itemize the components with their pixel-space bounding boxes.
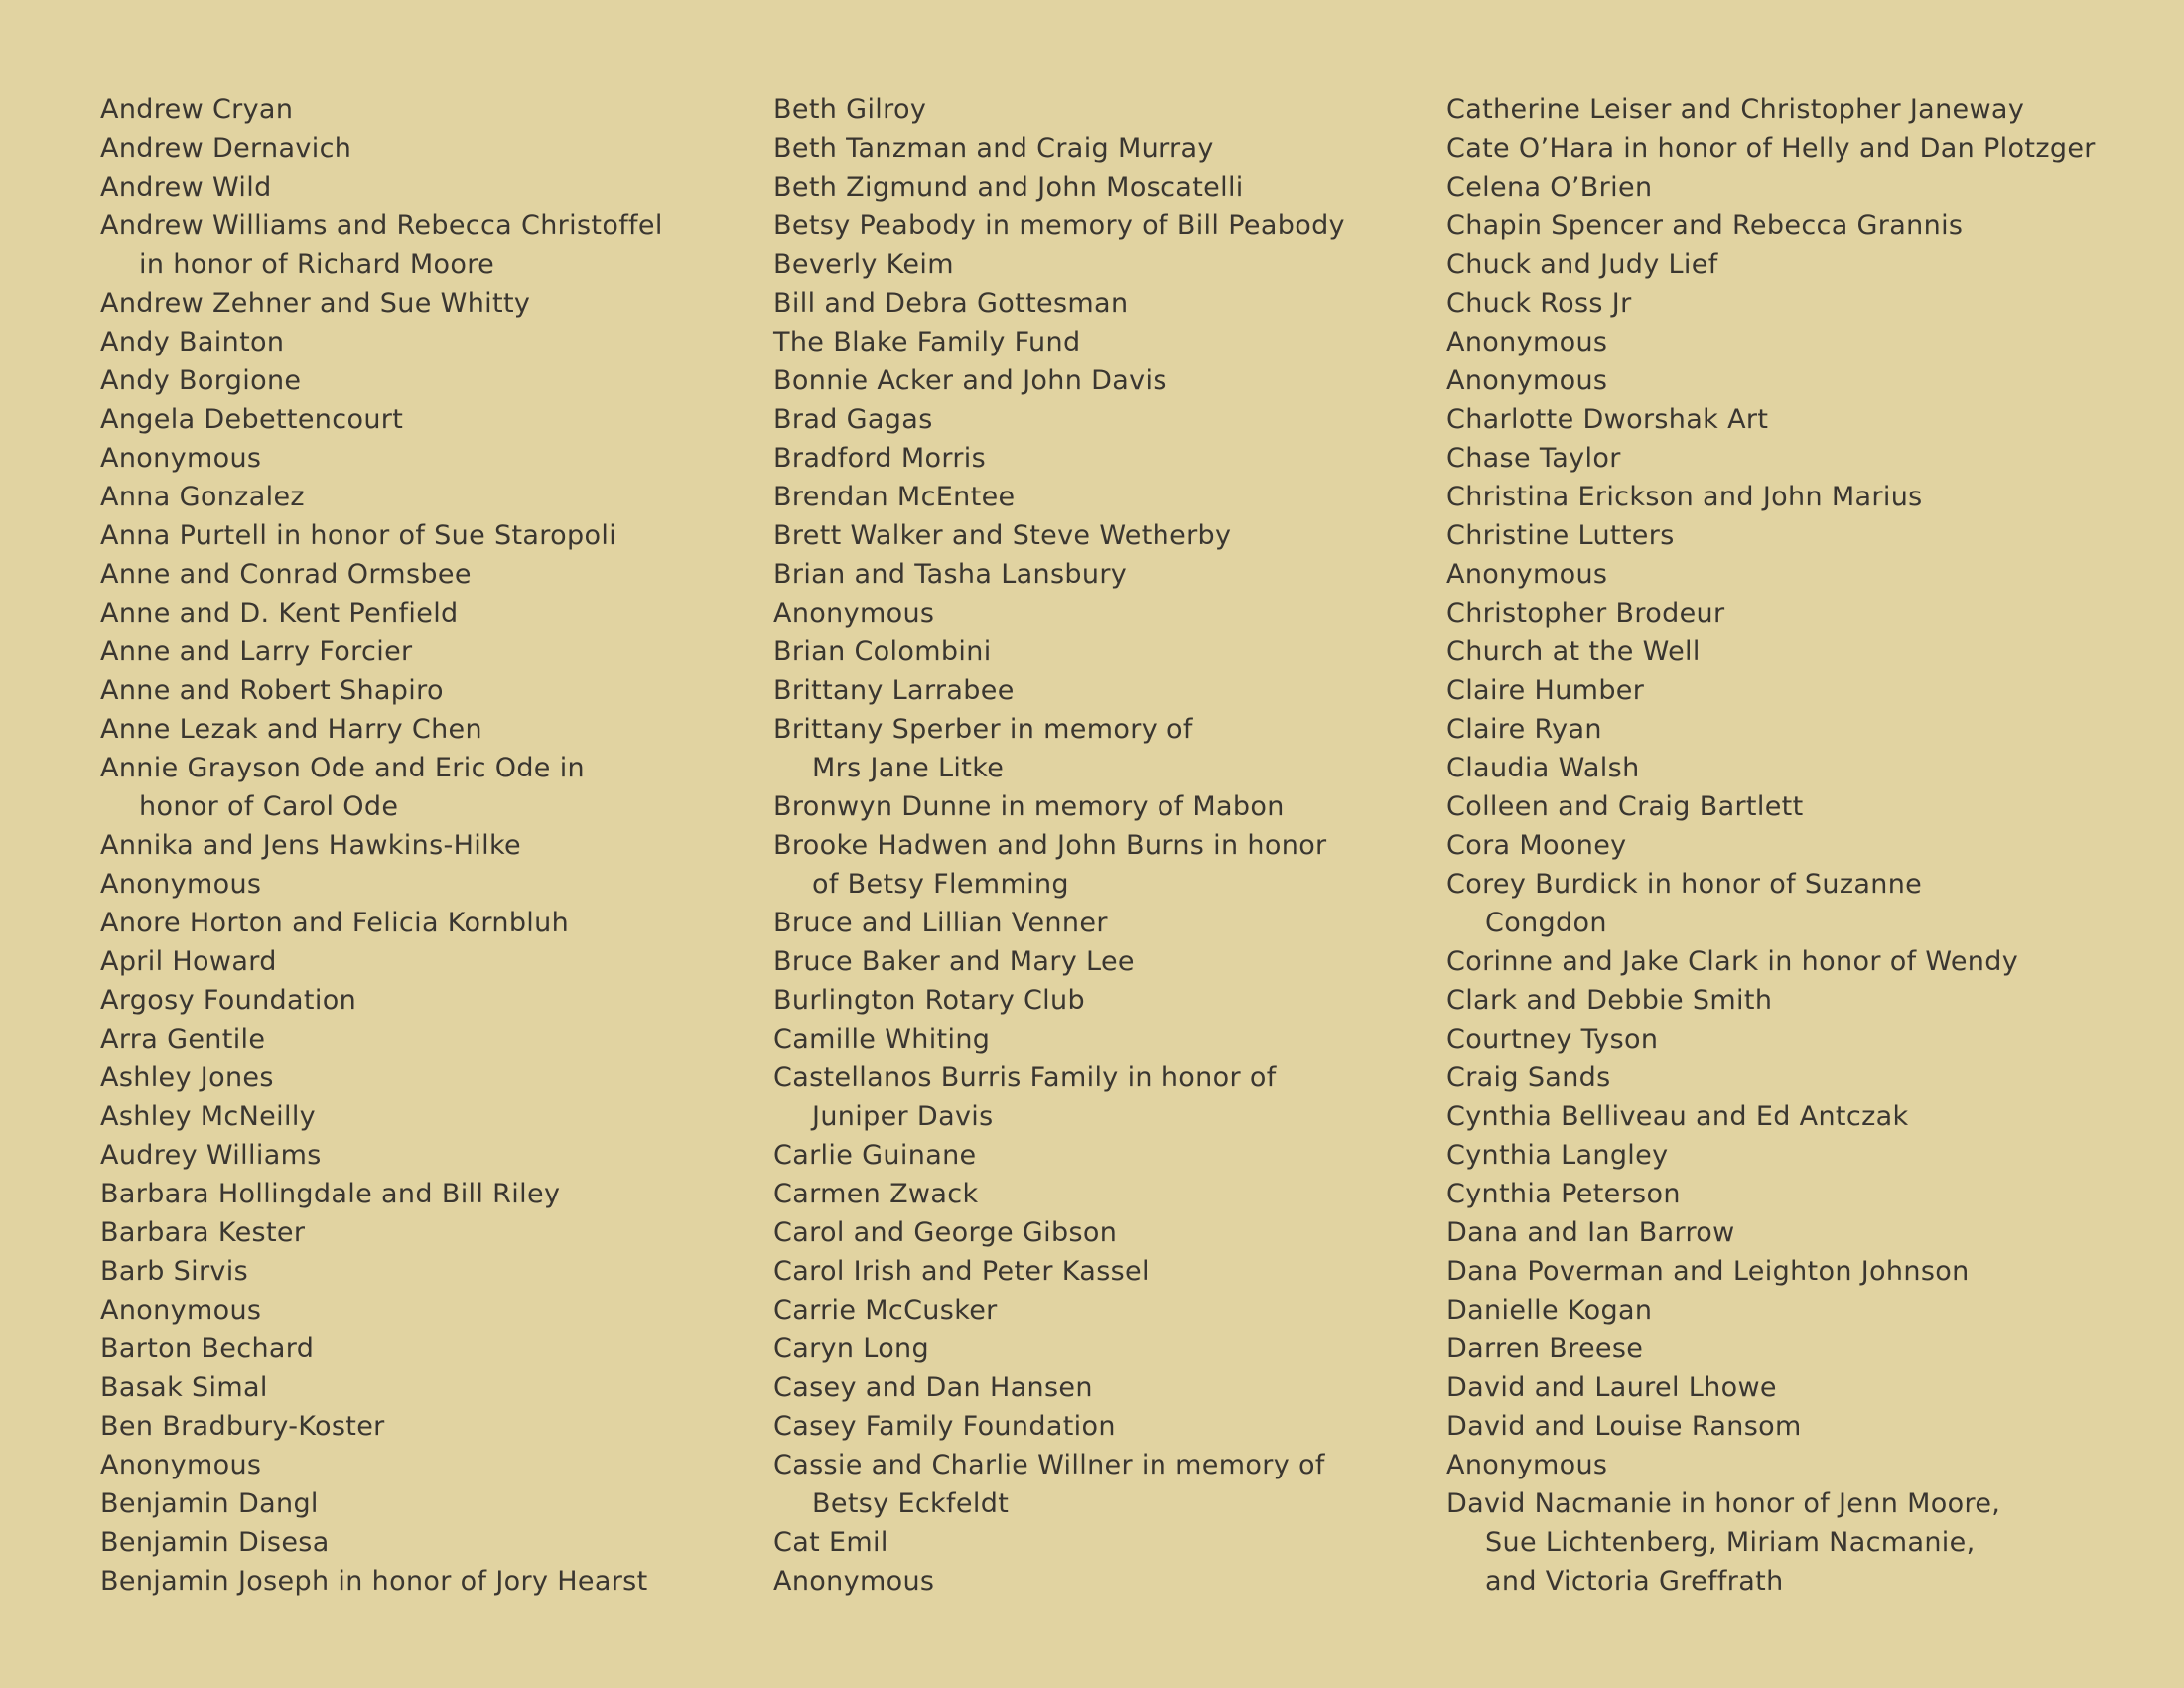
donor-name: Christina Erickson and John Marius (1446, 482, 1923, 512)
donor-name: Cat Emil (773, 1527, 888, 1558)
donor-name: The Blake Family Fund (773, 327, 1081, 357)
donor-name-continuation: Congdon (1485, 908, 1607, 938)
donor-entry (100, 1252, 736, 1291)
donor-name-continuation: Juniper Davis (812, 1101, 994, 1132)
donor-name-continuation: Betsy Eckfeldt (812, 1488, 1010, 1519)
donor-name: Barbara Hollingdale and Bill Riley (100, 1179, 561, 1209)
donor-name: Anonymous (100, 443, 262, 474)
donor-entry (100, 1213, 736, 1252)
donor-entry (100, 671, 736, 710)
donor-entry (1446, 633, 2141, 671)
donor-entry (100, 284, 736, 323)
donor-name: Brian and Tasha Lansbury (773, 559, 1128, 590)
donor-entry (773, 207, 1409, 245)
donor-entry (100, 168, 736, 207)
donor-entry (773, 1291, 1409, 1330)
donor-name: Benjamin Disesa (100, 1527, 330, 1558)
donor-name: Audrey Williams (100, 1140, 322, 1171)
donor-entry (773, 1058, 1409, 1136)
donor-name: Andrew Wild (100, 172, 272, 203)
donor-name: Carmen Zwack (773, 1179, 979, 1209)
donor-entry (773, 555, 1409, 594)
donor-entry (1446, 1484, 2141, 1601)
donor-entry (773, 361, 1409, 400)
donor-entry (100, 129, 736, 168)
donor-entry (773, 323, 1409, 361)
donor-entry (100, 1484, 736, 1523)
donor-entry (100, 400, 736, 439)
donor-entry (1446, 284, 2141, 323)
donor-name: Anonymous (1446, 559, 1608, 590)
donor-entry (100, 1562, 736, 1601)
donor-entry (100, 1020, 736, 1058)
donor-name: Anore Horton and Felicia Kornbluh (100, 908, 570, 938)
donor-entry (773, 594, 1409, 633)
donor-entry (773, 1252, 1409, 1291)
donor-name: Casey Family Foundation (773, 1411, 1116, 1442)
donor-entry (1446, 1097, 2141, 1136)
donor-entry (773, 168, 1409, 207)
donor-name: Casey and Dan Hansen (773, 1372, 1093, 1403)
donor-name: Brittany Sperber in memory of (773, 714, 1193, 745)
donor-name: Brooke Hadwen and John Burns in honor (773, 830, 1327, 861)
donor-name-continuation: and Victoria Greffrath (1485, 1566, 1784, 1597)
donor-name: Anne and Robert Shapiro (100, 675, 444, 706)
donor-name: Claire Humber (1446, 675, 1645, 706)
donor-name: Barton Bechard (100, 1334, 315, 1364)
donor-name: Bruce Baker and Mary Lee (773, 946, 1135, 977)
donor-column-1 (100, 90, 736, 1601)
donor-entry (100, 1407, 736, 1446)
donor-entry (100, 594, 736, 633)
donor-name: Anne and D. Kent Penfield (100, 598, 459, 629)
donor-entry (100, 749, 736, 826)
donor-entry (1446, 1446, 2141, 1484)
donor-entry (100, 361, 736, 400)
donor-entry (1446, 1175, 2141, 1213)
donor-entry (100, 1136, 736, 1175)
donor-name: Chapin Spencer and Rebecca Grannis (1446, 211, 1964, 241)
donor-name: Arra Gentile (100, 1024, 266, 1055)
donor-entry (773, 1213, 1409, 1252)
donor-name: Cynthia Belliveau and Ed Antczak (1446, 1101, 1909, 1132)
donor-entry (100, 981, 736, 1020)
donor-name: Chase Taylor (1446, 443, 1621, 474)
donor-name: Bradford Morris (773, 443, 987, 474)
donor-name: Brendan McEntee (773, 482, 1016, 512)
donor-name: Carol and George Gibson (773, 1217, 1118, 1248)
donor-entry (100, 516, 736, 555)
donor-name: Angela Debettencourt (100, 404, 404, 435)
donor-entry (773, 245, 1409, 284)
donor-entry (1446, 787, 2141, 826)
donor-name: Catherine Leiser and Christopher Janeway (1446, 94, 2025, 125)
donor-name: Anonymous (773, 1566, 935, 1597)
donor-entry (773, 787, 1409, 826)
donor-column-2 (773, 90, 1409, 1601)
donor-entry (100, 1058, 736, 1097)
donor-name: Danielle Kogan (1446, 1295, 1653, 1326)
donor-entry (100, 90, 736, 129)
donor-name: Andrew Zehner and Sue Whitty (100, 288, 531, 319)
donor-name: Claire Ryan (1446, 714, 1602, 745)
donor-entry (1446, 1291, 2141, 1330)
donor-name: Anna Purtell in honor of Sue Staropoli (100, 520, 617, 551)
donor-entry (773, 1446, 1409, 1523)
donor-name: Colleen and Craig Bartlett (1446, 791, 1804, 822)
donor-name: Church at the Well (1446, 636, 1701, 667)
donor-entry (100, 1291, 736, 1330)
donor-name: Chuck Ross Jr (1446, 288, 1632, 319)
donor-entry (1446, 1368, 2141, 1407)
donor-entry (1446, 981, 2141, 1020)
donor-entry (1446, 749, 2141, 787)
donor-entry (773, 439, 1409, 478)
donor-entry (773, 478, 1409, 516)
donor-name: Ashley Jones (100, 1062, 274, 1093)
donor-name: Andrew Dernavich (100, 133, 352, 164)
donor-entry (773, 1523, 1409, 1562)
donor-name: Betsy Peabody in memory of Bill Peabody (773, 211, 1345, 241)
donor-column-3 (1446, 90, 2141, 1601)
donor-name: Andrew Cryan (100, 94, 294, 125)
donor-entry (100, 207, 736, 284)
donor-name: Corinne and Jake Clark in honor of Wendy (1446, 946, 2019, 977)
donor-name: Beth Tanzman and Craig Murray (773, 133, 1214, 164)
donor-name: David and Laurel Lhowe (1446, 1372, 1777, 1403)
donor-entry (773, 826, 1409, 904)
donor-entry (773, 942, 1409, 981)
donor-name-continuation: Mrs Jane Litke (812, 753, 1005, 783)
donor-entry (773, 400, 1409, 439)
donor-name-continuation: of Betsy Flemming (812, 869, 1069, 900)
donor-name: Brian Colombini (773, 636, 992, 667)
donor-name: Camille Whiting (773, 1024, 991, 1055)
donor-entry (773, 1562, 1409, 1601)
donor-entry (773, 710, 1409, 787)
donor-name: Beth Gilroy (773, 94, 927, 125)
donor-name: Courtney Tyson (1446, 1024, 1659, 1055)
donor-name: Argosy Foundation (100, 985, 357, 1016)
donor-name-continuation: honor of Carol Ode (139, 791, 399, 822)
donor-name: Bronwyn Dunne in memory of Mabon (773, 791, 1285, 822)
donor-entry (1446, 1330, 2141, 1368)
donor-entry (100, 1523, 736, 1562)
donor-name: Bruce and Lillian Venner (773, 908, 1108, 938)
donor-entry (1446, 1020, 2141, 1058)
donor-entry (100, 826, 736, 865)
donor-name: Corey Burdick in honor of Suzanne (1446, 869, 1923, 900)
donor-entry (1446, 516, 2141, 555)
donor-entry (773, 671, 1409, 710)
donor-entry (100, 439, 736, 478)
donor-name: Anonymous (1446, 327, 1608, 357)
donor-entry (100, 323, 736, 361)
donor-entry (1446, 555, 2141, 594)
donor-name-continuation: in honor of Richard Moore (139, 249, 495, 280)
donor-name: Anonymous (100, 869, 262, 900)
donor-name: Andy Bainton (100, 327, 285, 357)
donor-name: Anonymous (100, 1450, 262, 1480)
donor-name: Darren Breese (1446, 1334, 1644, 1364)
donor-name: Charlotte Dworshak Art (1446, 404, 1769, 435)
donor-name: Cassie and Charlie Willner in memory of (773, 1450, 1325, 1480)
donor-entry (1446, 826, 2141, 865)
donor-entry (100, 478, 736, 516)
donor-name: Bonnie Acker and John Davis (773, 365, 1167, 396)
donor-name: Basak Simal (100, 1372, 268, 1403)
donor-entry (1446, 129, 2141, 168)
donor-name: David and Louise Ransom (1446, 1411, 1802, 1442)
donor-name: Brett Walker and Steve Wetherby (773, 520, 1232, 551)
donor-entry (100, 904, 736, 942)
donor-entry (1446, 1136, 2141, 1175)
donor-entry (773, 1175, 1409, 1213)
donor-name: Carrie McCusker (773, 1295, 998, 1326)
donor-name: Anonymous (773, 598, 935, 629)
donor-name: Benjamin Joseph in honor of Jory Hearst (100, 1566, 648, 1597)
donor-name: Craig Sands (1446, 1062, 1611, 1093)
donor-name: Celena O’Brien (1446, 172, 1653, 203)
donor-entry (773, 981, 1409, 1020)
donor-name: Benjamin Dangl (100, 1488, 319, 1519)
donor-entry (100, 865, 736, 904)
donor-entry (100, 1330, 736, 1368)
donor-entry (773, 633, 1409, 671)
donor-name: Andy Borgione (100, 365, 302, 396)
donor-entry (773, 904, 1409, 942)
donor-entry (1446, 671, 2141, 710)
donor-name: Cate O’Hara in honor of Helly and Dan Plotzger (1446, 133, 2096, 164)
donor-entry (1446, 942, 2141, 981)
donor-entry (100, 1368, 736, 1407)
donor-name: Cora Mooney (1446, 830, 1627, 861)
donor-name: Anne Lezak and Harry Chen (100, 714, 482, 745)
donor-entry (1446, 1252, 2141, 1291)
donor-name: Bill and Debra Gottesman (773, 288, 1129, 319)
donor-name: Anonymous (1446, 1450, 1608, 1480)
donor-entry (773, 1020, 1409, 1058)
donor-entry (100, 710, 736, 749)
donor-entry (100, 942, 736, 981)
donor-entry (100, 1446, 736, 1484)
donor-name: Dana and Ian Barrow (1446, 1217, 1735, 1248)
donor-name: Barb Sirvis (100, 1256, 249, 1287)
donor-name: Ben Bradbury-Koster (100, 1411, 385, 1442)
donor-entry (773, 1407, 1409, 1446)
donor-name: Barbara Kester (100, 1217, 306, 1248)
donor-name: Cynthia Langley (1446, 1140, 1669, 1171)
donor-name: Anonymous (100, 1295, 262, 1326)
donor-name: Annika and Jens Hawkins-Hilke (100, 830, 521, 861)
donor-entry (1446, 168, 2141, 207)
donor-name: Chuck and Judy Lief (1446, 249, 1718, 280)
donor-name: Anne and Larry Forcier (100, 636, 413, 667)
donor-name: Clark and Debbie Smith (1446, 985, 1773, 1016)
donor-name: Christine Lutters (1446, 520, 1675, 551)
donor-name: Christopher Brodeur (1446, 598, 1725, 629)
donor-name: Anna Gonzalez (100, 482, 305, 512)
donor-entry (1446, 439, 2141, 478)
donor-entry (773, 1330, 1409, 1368)
donor-entry (773, 516, 1409, 555)
donor-name: Anne and Conrad Ormsbee (100, 559, 472, 590)
donor-name: Ashley McNeilly (100, 1101, 317, 1132)
donor-name: April Howard (100, 946, 277, 977)
donor-name: Claudia Walsh (1446, 753, 1640, 783)
donor-entry (773, 1368, 1409, 1407)
donor-entry (773, 129, 1409, 168)
donor-entry (100, 1175, 736, 1213)
donor-entry (1446, 361, 2141, 400)
donor-entry (1446, 865, 2141, 942)
donor-name: Carlie Guinane (773, 1140, 977, 1171)
donor-name: Cynthia Peterson (1446, 1179, 1681, 1209)
donor-entry (1446, 90, 2141, 129)
donor-name: Burlington Rotary Club (773, 985, 1085, 1016)
donor-entry (773, 1136, 1409, 1175)
donor-entry (1446, 478, 2141, 516)
donor-name: David Nacmanie in honor of Jenn Moore, (1446, 1488, 2001, 1519)
donor-name: Caryn Long (773, 1334, 930, 1364)
donor-name: Beth Zigmund and John Moscatelli (773, 172, 1244, 203)
donor-name: Anonymous (1446, 365, 1608, 396)
donor-name: Dana Poverman and Leighton Johnson (1446, 1256, 1970, 1287)
donor-entry (1446, 1213, 2141, 1252)
donor-name-continuation: Sue Lichtenberg, Miriam Nacmanie, (1485, 1527, 1976, 1558)
donor-name: Carol Irish and Peter Kassel (773, 1256, 1150, 1287)
donor-entry (1446, 1407, 2141, 1446)
donor-entry (100, 1097, 736, 1136)
donor-name: Brad Gagas (773, 404, 933, 435)
donor-name: Annie Grayson Ode and Eric Ode in (100, 753, 586, 783)
donor-name: Brittany Larrabee (773, 675, 1015, 706)
donor-name: Castellanos Burris Family in honor of (773, 1062, 1277, 1093)
donor-entry (1446, 710, 2141, 749)
donor-entry (100, 555, 736, 594)
donor-entry (1446, 245, 2141, 284)
donor-name: Beverly Keim (773, 249, 954, 280)
donor-entry (100, 633, 736, 671)
donor-entry (1446, 400, 2141, 439)
donor-entry (773, 284, 1409, 323)
donor-entry (1446, 323, 2141, 361)
donor-entry (773, 90, 1409, 129)
donor-entry (1446, 1058, 2141, 1097)
donor-entry (1446, 207, 2141, 245)
donor-entry (1446, 594, 2141, 633)
donor-name: Andrew Williams and Rebecca Christoffel (100, 211, 663, 241)
